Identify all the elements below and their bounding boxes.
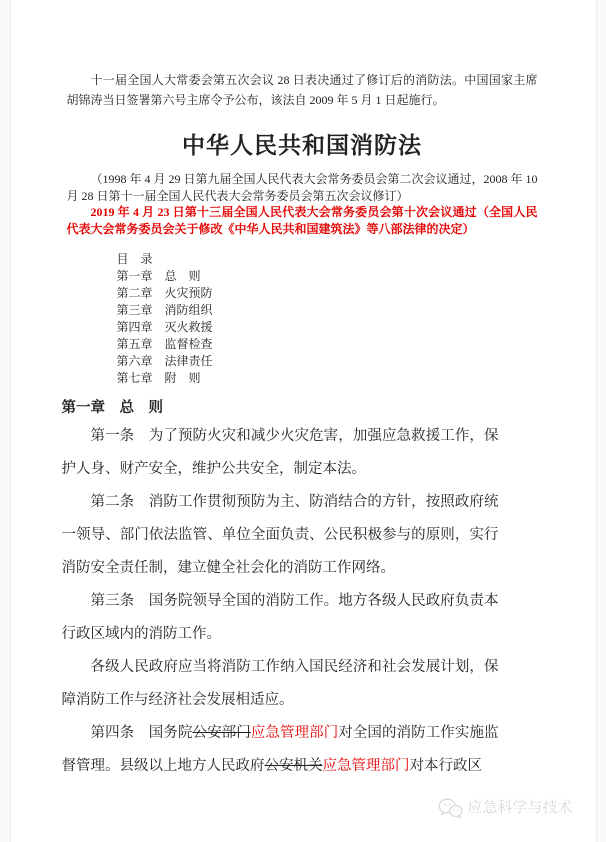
toc-item-chapter-5: 第五章 监督检查 [116, 337, 213, 351]
article-4 [62, 717, 499, 783]
document-page [10, 0, 597, 842]
toc-item-chapter-4: 第四章 灭火救援 [116, 320, 213, 334]
text-segment-normal: 第二条 消防工作贯彻预防为主、防消结合的方针，按照政府统一领导、部门依法监管、单位全面负责、公民积极参与的原则，实行消防安全责任制，建立健全社会化的消防工作网络。 [61, 494, 499, 576]
toc-item-chapter-2: 第二章 火灾预防 [116, 286, 213, 300]
text-segment-normal: 对本行政区 [409, 758, 482, 774]
article-1 [62, 420, 499, 486]
text-segment-normal: 第一条 为了预防火灾和减少火灾危害，加强应急救援工作，保护人身、财产安全，维护公共安全，制定本法。 [61, 428, 499, 477]
text-segment-normal: 各级人民政府应当将消防工作纳入国民经济和社会发展计划，保障消防工作与经济社会发展相适应。 [61, 659, 499, 708]
text-segment-strike: 公安机关 [264, 758, 323, 774]
watermark [438, 797, 572, 819]
toc-item-chapter-6: 第六章 法律责任 [116, 354, 213, 368]
legislative-history: （1998 年 4 月 29 日第九届全国人民代表大会常务委员会第二次会议通过，2008 年 10 月 28 日第十一届全国人民代表大会常务委员会第五次会议修订） [66, 172, 538, 203]
text-segment-red: 应急管理部门 [322, 758, 410, 774]
text-segment-normal: 对全国的消防工作实施监督管理。县级以上地方人民政府 [61, 725, 499, 774]
article-2 [62, 486, 499, 585]
article-3-paragraph-2 [62, 651, 499, 717]
front-matter [11, 70, 596, 387]
chat-bubbles-icon [438, 798, 463, 819]
intro-paragraph: 十一届全国人大常委会第五次会议 28 日表决通过了修订后的消防法。中国国家主席胡锦涛当日签署第六号主席令予公布，该法自 2009 年 5 月 1 日起施行。 [66, 73, 538, 107]
toc-item-chapter-1: 第一章 总 则 [116, 269, 201, 283]
article-body [62, 420, 499, 783]
amendment-notice: 2019 年 4 月 23 日第十三届全国人民代表大会常务委员会第十次会议通过（全国人民代表大会常务委员会关于修改《中华人民共和国建筑法》等八部法律的决定） [66, 205, 538, 236]
watermark-label: 应急科学与技术 [467, 799, 573, 816]
toc-item-chapter-7: 第七章 附 则 [116, 371, 201, 385]
text-segment-strike: 公安部门 [192, 725, 251, 741]
text-segment-red: 应急管理部门 [250, 725, 339, 741]
text-segment-normal: 第三条 国务院领导全国的消防工作。地方各级人民政府负责本行政区域内的消防工作。 [61, 593, 499, 642]
chapter-1-heading: 第一章 总 则 [61, 400, 163, 416]
toc-heading: 目 录 [116, 252, 153, 266]
table-of-contents [67, 251, 538, 387]
document-title: 中华人民共和国消防法 [182, 133, 422, 158]
toc-item-chapter-3: 第三章 消防组织 [116, 303, 213, 317]
article-3 [62, 585, 499, 651]
text-segment-normal: 第四条 国务院 [90, 725, 193, 741]
